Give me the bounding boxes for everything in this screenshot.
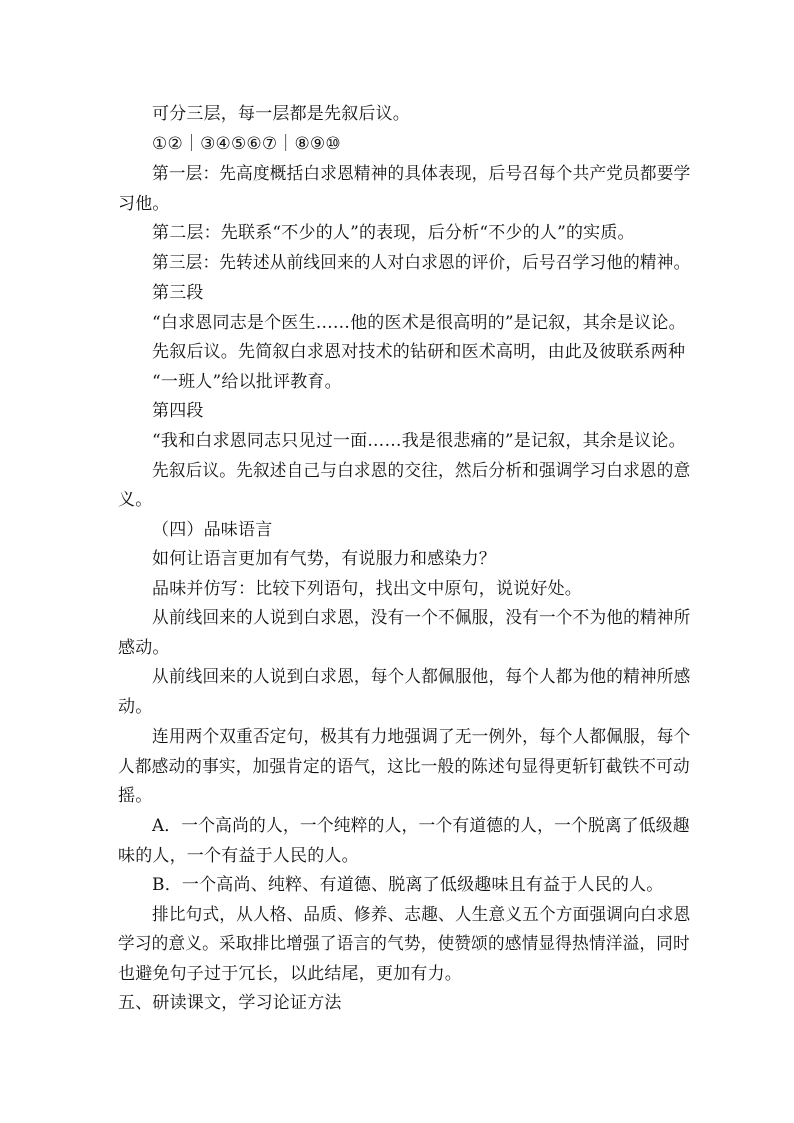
text-line: “一班人”给以批评教育。 bbox=[152, 372, 342, 392]
section-heading: 第四段 bbox=[152, 401, 204, 421]
text-line: 排比句式，从人格、品质、修养、志趣、人生意义五个方面强调向白求恩 bbox=[152, 905, 691, 925]
option-a: A．一个高尚的人，一个纯粹的人，一个有道德的人，一个脱离了低级趣 bbox=[152, 816, 690, 836]
text-line: 连用两个双重否定句，极其有力地强调了无一例外，每个人都佩服，每个 bbox=[152, 727, 691, 747]
text-line: 如何让语言更加有气势，有说服力和感染力？ bbox=[152, 549, 496, 569]
text-line: 味的人，一个有益于人民的人。 bbox=[118, 846, 359, 866]
text-line: 第一层：先高度概括白求恩精神的具体表现，后号召每个共产党员都要学 bbox=[152, 164, 691, 184]
text-line: 也避免句子过于冗长，以此结尾，更加有力。 bbox=[118, 964, 462, 984]
text-line: 第二层：先联系“不少的人”的表现，后分析“不少的人”的实质。 bbox=[152, 223, 635, 243]
subsection-heading: （四）品味语言 bbox=[152, 520, 273, 540]
text-line: 先叙后议。先叙述自己与白求恩的交往，然后分析和强调学习白求恩的意 bbox=[152, 461, 691, 481]
text-line: 人都感动的事实，加强肯定的语气，这比一般的陈述句显得更斩钉截铁不可动 bbox=[118, 757, 690, 777]
option-b: B．一个高尚、纯粹、有道德、脱离了低级趣味且有益于人民的人。 bbox=[152, 875, 664, 895]
section-heading: 五、研读课文，学习论证方法 bbox=[118, 993, 342, 1013]
text-line: 学习的意义。采取排比增强了语言的气势，使赞颂的感情显得热情洋溢，同时 bbox=[118, 934, 690, 954]
text-line: 从前线回来的人说到白求恩，每个人都佩服他，每个人都为他的精神所感 bbox=[152, 667, 691, 687]
section-heading: 第三段 bbox=[152, 283, 204, 303]
text-line: 动。 bbox=[118, 697, 153, 717]
text-line: 感动。 bbox=[118, 638, 170, 658]
text-line: “白求恩同志是个医生……他的医术是很高明的”是记叙，其余是议论。 bbox=[152, 313, 686, 333]
text-line: 第三层：先转述从前线回来的人对白求恩的评价，后号召学习他的精神。 bbox=[152, 253, 691, 273]
text-line: 品味并仿写：比较下列语句，找出文中原句，说说好处。 bbox=[152, 579, 582, 599]
paragraph-number-groups: ①②｜③④⑤⑥⑦｜⑧⑨⑩ bbox=[152, 134, 341, 154]
text-line: 摇。 bbox=[118, 786, 153, 806]
text-line: 可分三层，每一层都是先叙后议。 bbox=[152, 104, 410, 124]
text-line: “我和白求恩同志只见过一面……我是很悲痛的”是记叙，其余是议论。 bbox=[152, 431, 686, 451]
text-line: 习他。 bbox=[118, 194, 170, 214]
text-line: 从前线回来的人说到白求恩，没有一个不佩服，没有一个不为他的精神所 bbox=[152, 608, 691, 628]
text-line: 义。 bbox=[118, 490, 153, 510]
text-line: 先叙后议。先简叙白求恩对技术的钻研和医术高明，由此及彼联系两种 bbox=[152, 342, 686, 362]
